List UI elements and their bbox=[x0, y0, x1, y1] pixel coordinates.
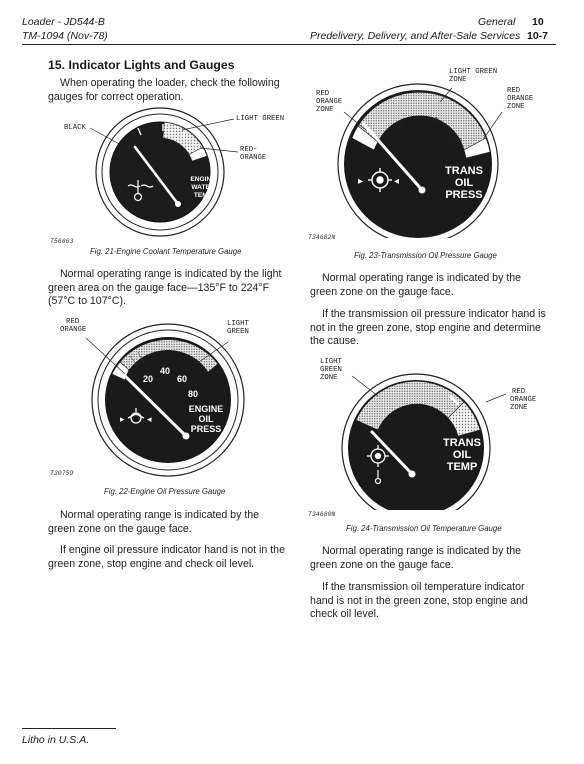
fig22-tick-40: 40 bbox=[159, 366, 171, 376]
fig21-label-black: BLACK bbox=[64, 124, 86, 132]
fig23-paragraph-1: Normal operating range is indicated by the green zone on the gauge face. bbox=[310, 272, 522, 298]
fig23-code: T34682N bbox=[308, 234, 336, 241]
fig22-paragraph-2: If engine oil pressure indicator hand is not in the green zone, stop engine and check oil level. bbox=[48, 544, 285, 570]
fig22-label-orange: ORANGE bbox=[60, 326, 87, 334]
fig23-tick-150: 150 bbox=[450, 138, 462, 145]
fig24-label-green: GREEN bbox=[320, 366, 342, 374]
fig23-label-light-green-zone: ZONE bbox=[449, 76, 467, 84]
fig21-label-red-orange-line1: RED- bbox=[240, 146, 258, 154]
fig23-paragraph-2: If the transmission oil pressure indicator hand is not in the green zone, stop engine and determine the cause. bbox=[310, 308, 546, 348]
fig24-label-orange: ORANGE bbox=[510, 396, 537, 404]
fig24-illustration bbox=[326, 360, 506, 510]
fig24-label-light: LIGHT bbox=[320, 358, 342, 366]
fig21-label-red-orange-line2: ORANGE bbox=[240, 154, 267, 162]
fig21-code: T56863 bbox=[50, 238, 74, 245]
fig24-code: T34680N bbox=[308, 511, 336, 518]
fig22-tick-60: 60 bbox=[176, 374, 188, 384]
fig24-paragraph-2: If the transmission oil temperature indicator hand is not in the green zone, stop engine and check oil level. bbox=[310, 581, 528, 621]
header-manual-code: TM-1094 (Nov-78) bbox=[22, 30, 108, 42]
fig23-label-right-zone: ZONE bbox=[507, 103, 525, 111]
fig24-face-line2: OIL bbox=[452, 449, 472, 461]
fig22-illustration bbox=[68, 318, 268, 478]
footer-rule bbox=[22, 728, 116, 729]
fig22-face-line2: OIL bbox=[198, 414, 214, 424]
fig22-caption: Fig. 22-Engine Oil Pressure Gauge bbox=[104, 487, 226, 496]
header-rule bbox=[22, 44, 556, 45]
fig22-paragraph-1: Normal operating range is indicated by the green zone on the gauge face. bbox=[48, 509, 260, 535]
fig24-label-right-zone: ZONE bbox=[510, 404, 528, 412]
header-section-name: General bbox=[478, 16, 516, 28]
header-subsection-name: Predelivery, Delivery, and After-Sale Services bbox=[310, 30, 521, 42]
fig21-face-line2: WATER bbox=[191, 184, 215, 191]
fig22-label-green: GREEN bbox=[227, 328, 249, 336]
fig23-caption: Fig. 23-Transmission Oil Pressure Gauge bbox=[354, 251, 497, 260]
svg-text:▸: ▸ bbox=[358, 176, 364, 187]
fig23-label-left-zone: ZONE bbox=[316, 106, 334, 114]
fig23-face-line3: PRESS bbox=[445, 189, 483, 201]
fig23-label-right-orange: ORANGE bbox=[507, 95, 534, 103]
fig24-caption: Fig. 24-Transmission Oil Temperature Gauge bbox=[346, 524, 502, 533]
fig24-face-line1: TRANS bbox=[443, 437, 481, 449]
fig21-face-line1: ENGINE bbox=[190, 176, 216, 183]
svg-text:◂: ◂ bbox=[147, 414, 152, 424]
fig23-label-left-red: RED bbox=[316, 90, 330, 98]
svg-text:◂: ◂ bbox=[394, 176, 400, 187]
fig22-tick-20: 20 bbox=[142, 374, 154, 384]
fig22-label-red: RED bbox=[66, 318, 80, 326]
section-title: 15. Indicator Lights and Gauges bbox=[48, 58, 235, 72]
fig23-label-left-orange: ORANGE bbox=[316, 98, 343, 106]
fig23-face-line1: TRANS bbox=[445, 165, 483, 177]
svg-text:▸: ▸ bbox=[120, 414, 125, 424]
intro-paragraph: When operating the loader, check the following gauges for correct operation. bbox=[48, 77, 280, 103]
footer-litho: Litho in U.S.A. bbox=[22, 734, 90, 746]
fig22-face-line3: PRESS bbox=[190, 424, 222, 434]
fig22-code: T30759 bbox=[50, 470, 74, 477]
fig24-paragraph-1: Normal operating range is indicated by the green zone on the gauge face. bbox=[310, 545, 522, 571]
fig23-label-light-green: LIGHT GREEN bbox=[449, 68, 498, 76]
fig22-face-line1: ENGINE bbox=[188, 404, 224, 414]
fig23-label-right-red: RED bbox=[507, 87, 521, 95]
fig24-label-red: RED bbox=[512, 388, 526, 396]
fig21-paragraph: Normal operating range is indicated by the light green area on the gauge face—135°F to 224°F (57°C to 107°C). bbox=[48, 268, 282, 308]
fig22-tick-80: 80 bbox=[187, 389, 199, 399]
fig24-face-line3: TEMP bbox=[446, 461, 478, 473]
fig24-label-zone: ZONE bbox=[320, 374, 338, 382]
fig21-label-light-green: LIGHT GREEN bbox=[236, 115, 285, 123]
header-manual-title: Loader - JD544-B bbox=[22, 16, 105, 28]
fig21-face-line3: TEMP bbox=[193, 192, 213, 199]
header-section-number: 10 bbox=[532, 16, 544, 28]
fig21-caption: Fig. 21-Engine Coolant Temperature Gauge bbox=[90, 247, 242, 256]
fig23-tick-50: 50 bbox=[396, 123, 404, 130]
fig23-illustration bbox=[330, 72, 506, 238]
fig22-label-light: LIGHT bbox=[227, 320, 249, 328]
fig23-tick-100: 100 bbox=[426, 117, 438, 124]
header-page-number: 10-7 bbox=[527, 30, 549, 42]
fig23-face-line2: OIL bbox=[454, 177, 474, 189]
